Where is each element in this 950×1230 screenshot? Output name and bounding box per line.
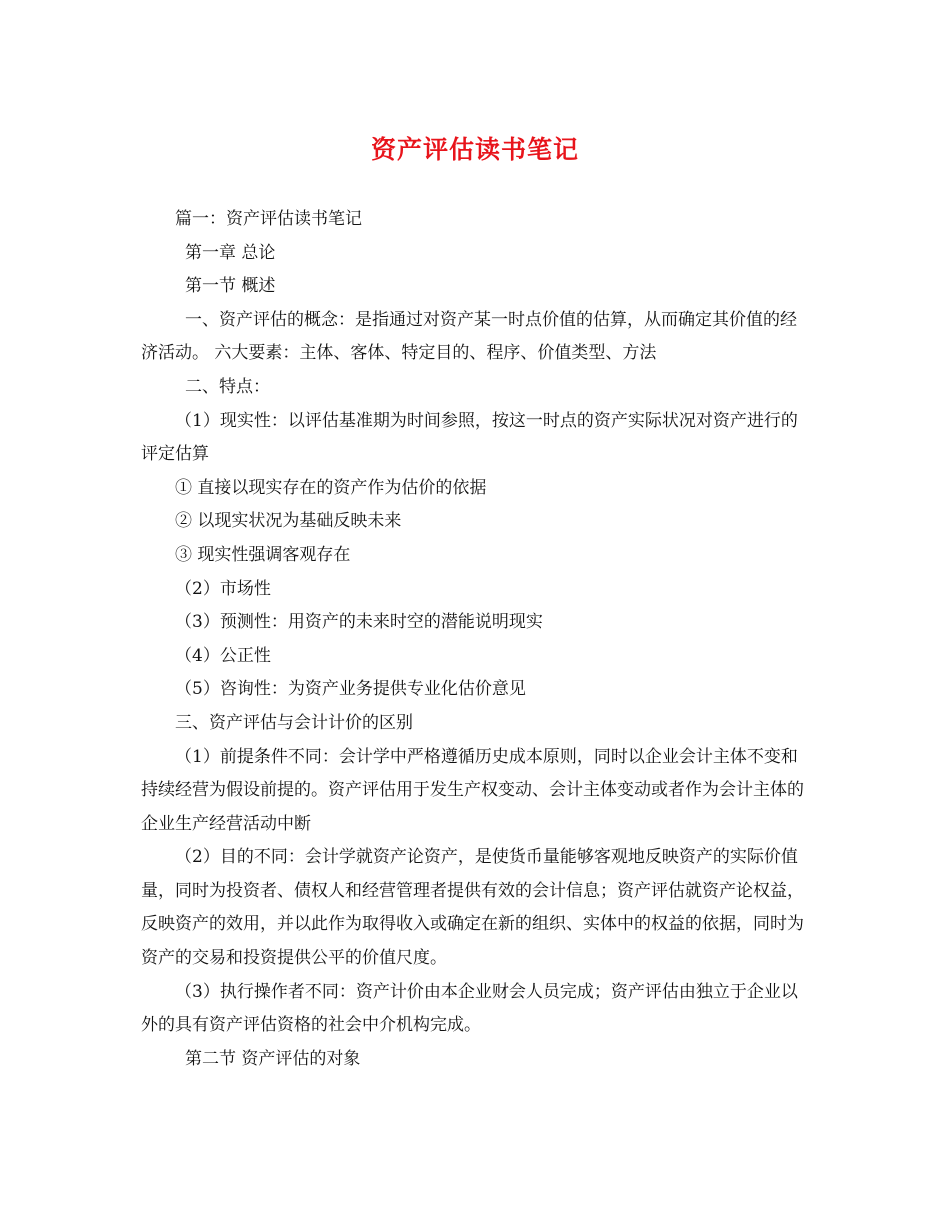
document-title: 资产评估读书笔记: [370, 135, 579, 164]
paragraph-heading-chapter: 第一章 总论: [185, 242, 276, 263]
paragraph-feature-3: （3）预测性：用资产的未来时空的潜能说明现实: [175, 612, 543, 633]
paragraph-difference-2: （2）目的不同：会计学就资产论资产，是使货币量能够客观地反映资产的实际价值量，同时为投资者、债权人和经营管理者提供有效的会计信息；资产评估就资产论权益，反映资产的效用，并以此作为取得收入或确定在新的组织、实体中的权益的依据，同时为资产的交易和投资提供公平的价值尺度。: [141, 847, 804, 969]
paragraph-feature-5: （5）咨询性：为资产业务提供专业化估价意见: [175, 679, 526, 700]
paragraph-heading-section: 第一节 概述: [185, 276, 276, 297]
paragraph-difference-3: （3）执行操作者不同：资产计价由本企业财会人员完成；资产评估由独立于企业以外的具有资产评估资格的社会中介机构完成。: [141, 981, 798, 1036]
paragraph-section-2-heading: 第二节 资产评估的对象: [185, 1048, 361, 1069]
paragraph-feature-1-point-1: ① 直接以现实存在的资产作为估价的依据: [175, 477, 487, 498]
paragraph-difference-1: （1）前提条件不同：会计学中严格遵循历史成本原则，同时以企业会计主体不变和持续经营为假设前提的。资产评估用于发生产权变动、会计主体变动或者作为会计主体的企业生产经营活动中断: [141, 746, 804, 834]
paragraph-feature-1-point-2: ② 以现实状况为基础反映未来: [175, 511, 402, 532]
paragraph-feature-4: （4）公正性: [175, 645, 271, 666]
document-body: [141, 203, 813, 1076]
paragraph-features-heading: 二、特点：: [185, 376, 270, 397]
paragraph-feature-1: （1）现实性：以评估基准期为时间参照，按这一时点的资产实际状况对资产进行的评定估算: [141, 410, 798, 465]
paragraph-feature-1-point-3: ③ 现实性强调客观存在: [175, 544, 351, 565]
paragraph-heading-part: 篇一：资产评估读书笔记: [175, 209, 362, 229]
paragraph-difference-heading: 三、资产评估与会计计价的区别: [175, 712, 413, 733]
paragraph-concept: 一、资产评估的概念：是指通过对资产某一时点价值的估算，从而确定其价值的经济活动。 六大要素：主体、客体、特定目的、程序、价值类型、方法: [141, 309, 797, 364]
paragraph-feature-2: （2）市场性: [175, 578, 271, 599]
